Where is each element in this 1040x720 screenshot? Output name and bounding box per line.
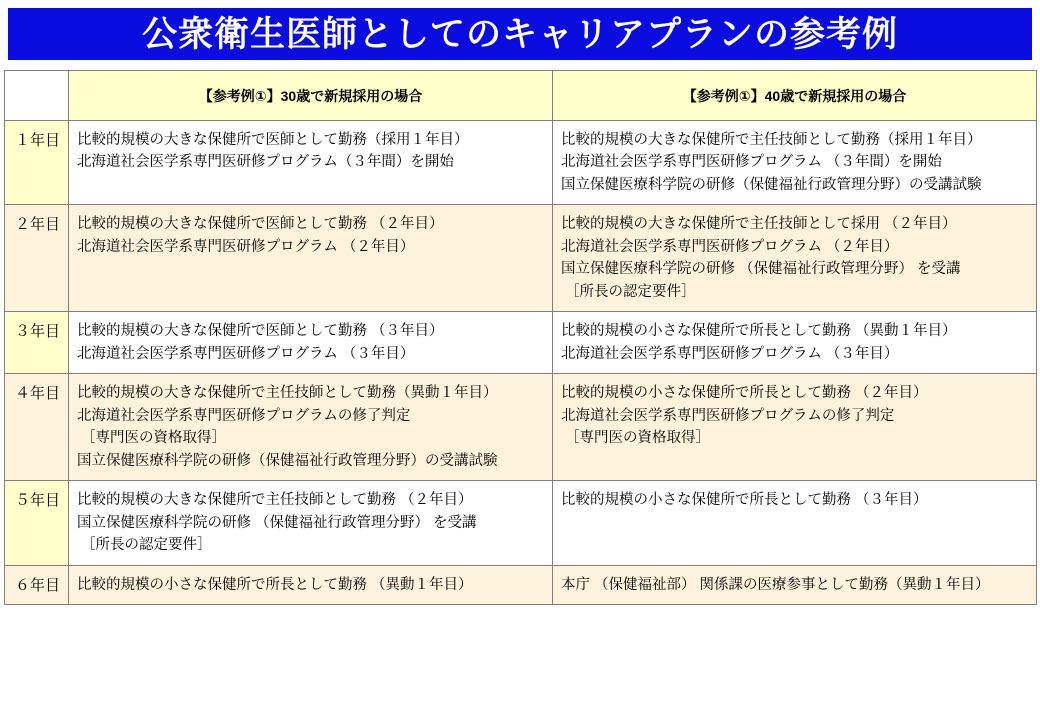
- cell-line: 比較的規模の大きな保健所で医師として勤務 （３年目）: [77, 323, 444, 340]
- year-label: ３年目: [5, 312, 69, 374]
- cell-case-40: [553, 312, 1037, 374]
- cell-case-40: [553, 481, 1037, 565]
- cell-line: 比較的規模の小さな保健所で所長として勤務 （３年目）: [561, 492, 928, 509]
- cell-line: 比較的規模の大きな保健所で主任技師として勤務（異動１年目）: [77, 385, 498, 402]
- header-cell-case-40: 【参考例①】40歳で新規採用の場合: [553, 71, 1037, 121]
- cell-line: 北海道社会医学系専門医研修プログラム （３年目）: [77, 345, 415, 362]
- year-label: １年目: [5, 121, 69, 205]
- table-row: [5, 205, 1037, 312]
- career-plan-table: [4, 70, 1037, 605]
- cell-case-40: [553, 205, 1037, 312]
- year-label: ４年目: [5, 374, 69, 481]
- header-cell-case-30: 【参考例①】30歳で新規採用の場合: [69, 71, 553, 121]
- table-row: [5, 121, 1037, 205]
- cell-line: 国立保健医療科学院の研修（保健福祉行政管理分野）の受講試験: [561, 176, 982, 193]
- cell-line: ［所長の認定要件］: [81, 537, 212, 554]
- slide-title-bar: [8, 8, 1032, 60]
- cell-line: 本庁 （保健福祉部） 関係課の医療参事として勤務（異動１年目）: [561, 576, 990, 593]
- table-row: [5, 374, 1037, 481]
- table-row: [5, 481, 1037, 565]
- cell-case-40: [553, 374, 1037, 481]
- cell-case-30: [69, 205, 553, 312]
- cell-line: 北海道社会医学系専門医研修プログラム（３年間）を開始: [77, 154, 454, 171]
- cell-line: 比較的規模の大きな保健所で医師として勤務（採用１年目）: [77, 132, 469, 148]
- cell-case-30: [69, 312, 553, 374]
- cell-line: 比較的規模の大きな保健所で主任技師として勤務（採用１年目）: [561, 132, 982, 148]
- cell-line: 北海道社会医学系専門医研修プログラム （３年間）を開始: [561, 154, 942, 171]
- cell-line: 比較的規模の大きな保健所で医師として勤務 （２年目）: [77, 216, 444, 233]
- table-row: [5, 312, 1037, 374]
- cell-line: 比較的規模の小さな保健所で所長として勤務 （異動１年目）: [561, 323, 957, 340]
- cell-case-30: [69, 374, 553, 481]
- table-header-row: [5, 71, 1037, 121]
- year-label: ２年目: [5, 205, 69, 312]
- cell-line: 国立保健医療科学院の研修 （保健福祉行政管理分野） を受講: [561, 261, 961, 278]
- cell-line: 国立保健医療科学院の研修（保健福祉行政管理分野）の受講試験: [77, 452, 498, 469]
- cell-line: 比較的規模の大きな保健所で主任技師として採用 （２年目）: [561, 216, 957, 233]
- year-label: ５年目: [5, 481, 69, 565]
- cell-line: 北海道社会医学系専門医研修プログラム （３年目）: [561, 345, 899, 362]
- cell-line: 比較的規模の大きな保健所で主任技師として勤務 （２年目）: [77, 492, 473, 509]
- header-cell-blank: [5, 71, 69, 121]
- cell-line: 比較的規模の小さな保健所で所長として勤務 （異動１年目）: [77, 576, 473, 593]
- cell-line: 北海道社会医学系専門医研修プログラムの修了判定: [561, 407, 895, 424]
- cell-case-40: [553, 121, 1037, 205]
- cell-line: 北海道社会医学系専門医研修プログラムの修了判定: [77, 407, 411, 424]
- cell-line: 北海道社会医学系専門医研修プログラム （２年目）: [561, 238, 899, 255]
- cell-line: 比較的規模の小さな保健所で所長として勤務 （２年目）: [561, 385, 928, 402]
- cell-line: 国立保健医療科学院の研修 （保健福祉行政管理分野） を受講: [77, 514, 477, 531]
- cell-case-40: [553, 565, 1037, 604]
- cell-line: ［専門医の資格取得］: [81, 430, 226, 447]
- page-title: 公衆衛生医師としてのキャリアプランの参考例: [141, 14, 898, 54]
- year-label: ６年目: [5, 565, 69, 604]
- cell-line: ［所長の認定要件］: [565, 283, 696, 300]
- cell-case-30: [69, 565, 553, 604]
- career-plan-table-container: [4, 70, 1036, 605]
- table-row: [5, 565, 1037, 604]
- cell-case-30: [69, 481, 553, 565]
- cell-line: 北海道社会医学系専門医研修プログラム （２年目）: [77, 238, 415, 255]
- cell-line: ［専門医の資格取得］: [565, 430, 710, 447]
- cell-case-30: [69, 121, 553, 205]
